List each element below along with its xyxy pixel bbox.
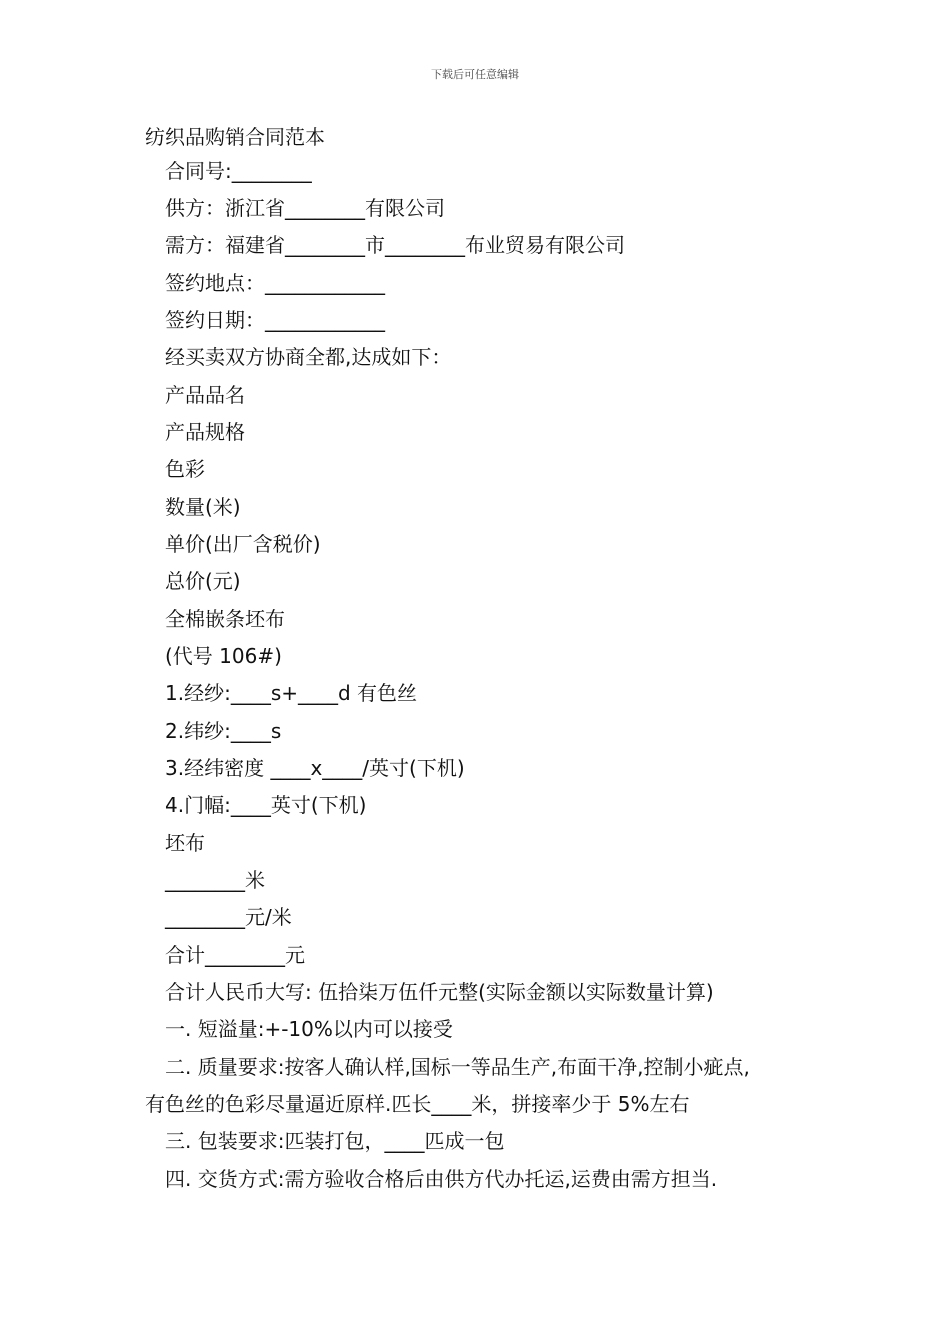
unit-price-value: ________元/米	[165, 905, 292, 929]
signing-place-line: 签约地点：____________	[165, 271, 385, 295]
product-code: (代号 106#)	[165, 644, 282, 668]
signing-date-line: 签约日期：____________	[165, 308, 385, 332]
quantity-label: 数量(米)	[165, 495, 241, 519]
quantity-value: ________米	[165, 868, 265, 892]
density-spec: 3.经纬密度 ____x____/英寸(下机)	[165, 756, 465, 780]
buyer-line: 需方：福建省________市________布业贸易有限公司	[165, 233, 625, 257]
quality-clause-line2: 有色丝的色彩尽量逼近原样.匹长____米，拼接率少于 5%左右	[145, 1092, 690, 1116]
document-title: 纺织品购销合同范本	[145, 125, 325, 149]
quality-clause-line1: 二. 质量要求:按客人确认样,国标一等品生产,布面干净,控制小疵点,	[165, 1055, 750, 1079]
warp-yarn-spec: 1.经纱:____s+____d 有色丝	[165, 681, 418, 705]
unit-price-label: 单价(出厂含税价)	[165, 532, 321, 556]
total-amount-words: 合计人民币大写: 伍拾柒万伍仟元整(实际金额以实际数量计算)	[165, 980, 714, 1004]
contract-number-line: 合同号:________	[165, 159, 312, 183]
packing-clause: 三. 包装要求:匹装打包，____匹成一包	[165, 1129, 505, 1153]
color-label: 色彩	[165, 457, 205, 481]
product-spec-label: 产品规格	[165, 420, 245, 444]
product-name-label: 产品品名	[165, 383, 245, 407]
supplier-line: 供方：浙江省________有限公司	[165, 196, 445, 220]
weft-yarn-spec: 2.纬纱:____s	[165, 719, 282, 743]
overshort-clause: 一. 短溢量:+-10%以内可以接受	[165, 1017, 453, 1041]
agreement-intro-line: 经买卖双方协商全都,达成如下：	[165, 345, 452, 369]
product-name-value: 全棉嵌条坯布	[165, 607, 285, 631]
delivery-clause: 四. 交货方式:需方验收合格后由供方代办托运,运费由需方担当.	[165, 1167, 718, 1191]
total-price-label: 总价(元)	[165, 569, 241, 593]
color-value: 坯布	[165, 831, 205, 855]
total-value: 合计________元	[165, 943, 305, 967]
width-spec: 4.门幅:____英寸(下机)	[165, 793, 367, 817]
page-header-note: 下载后可任意编辑	[431, 68, 519, 81]
